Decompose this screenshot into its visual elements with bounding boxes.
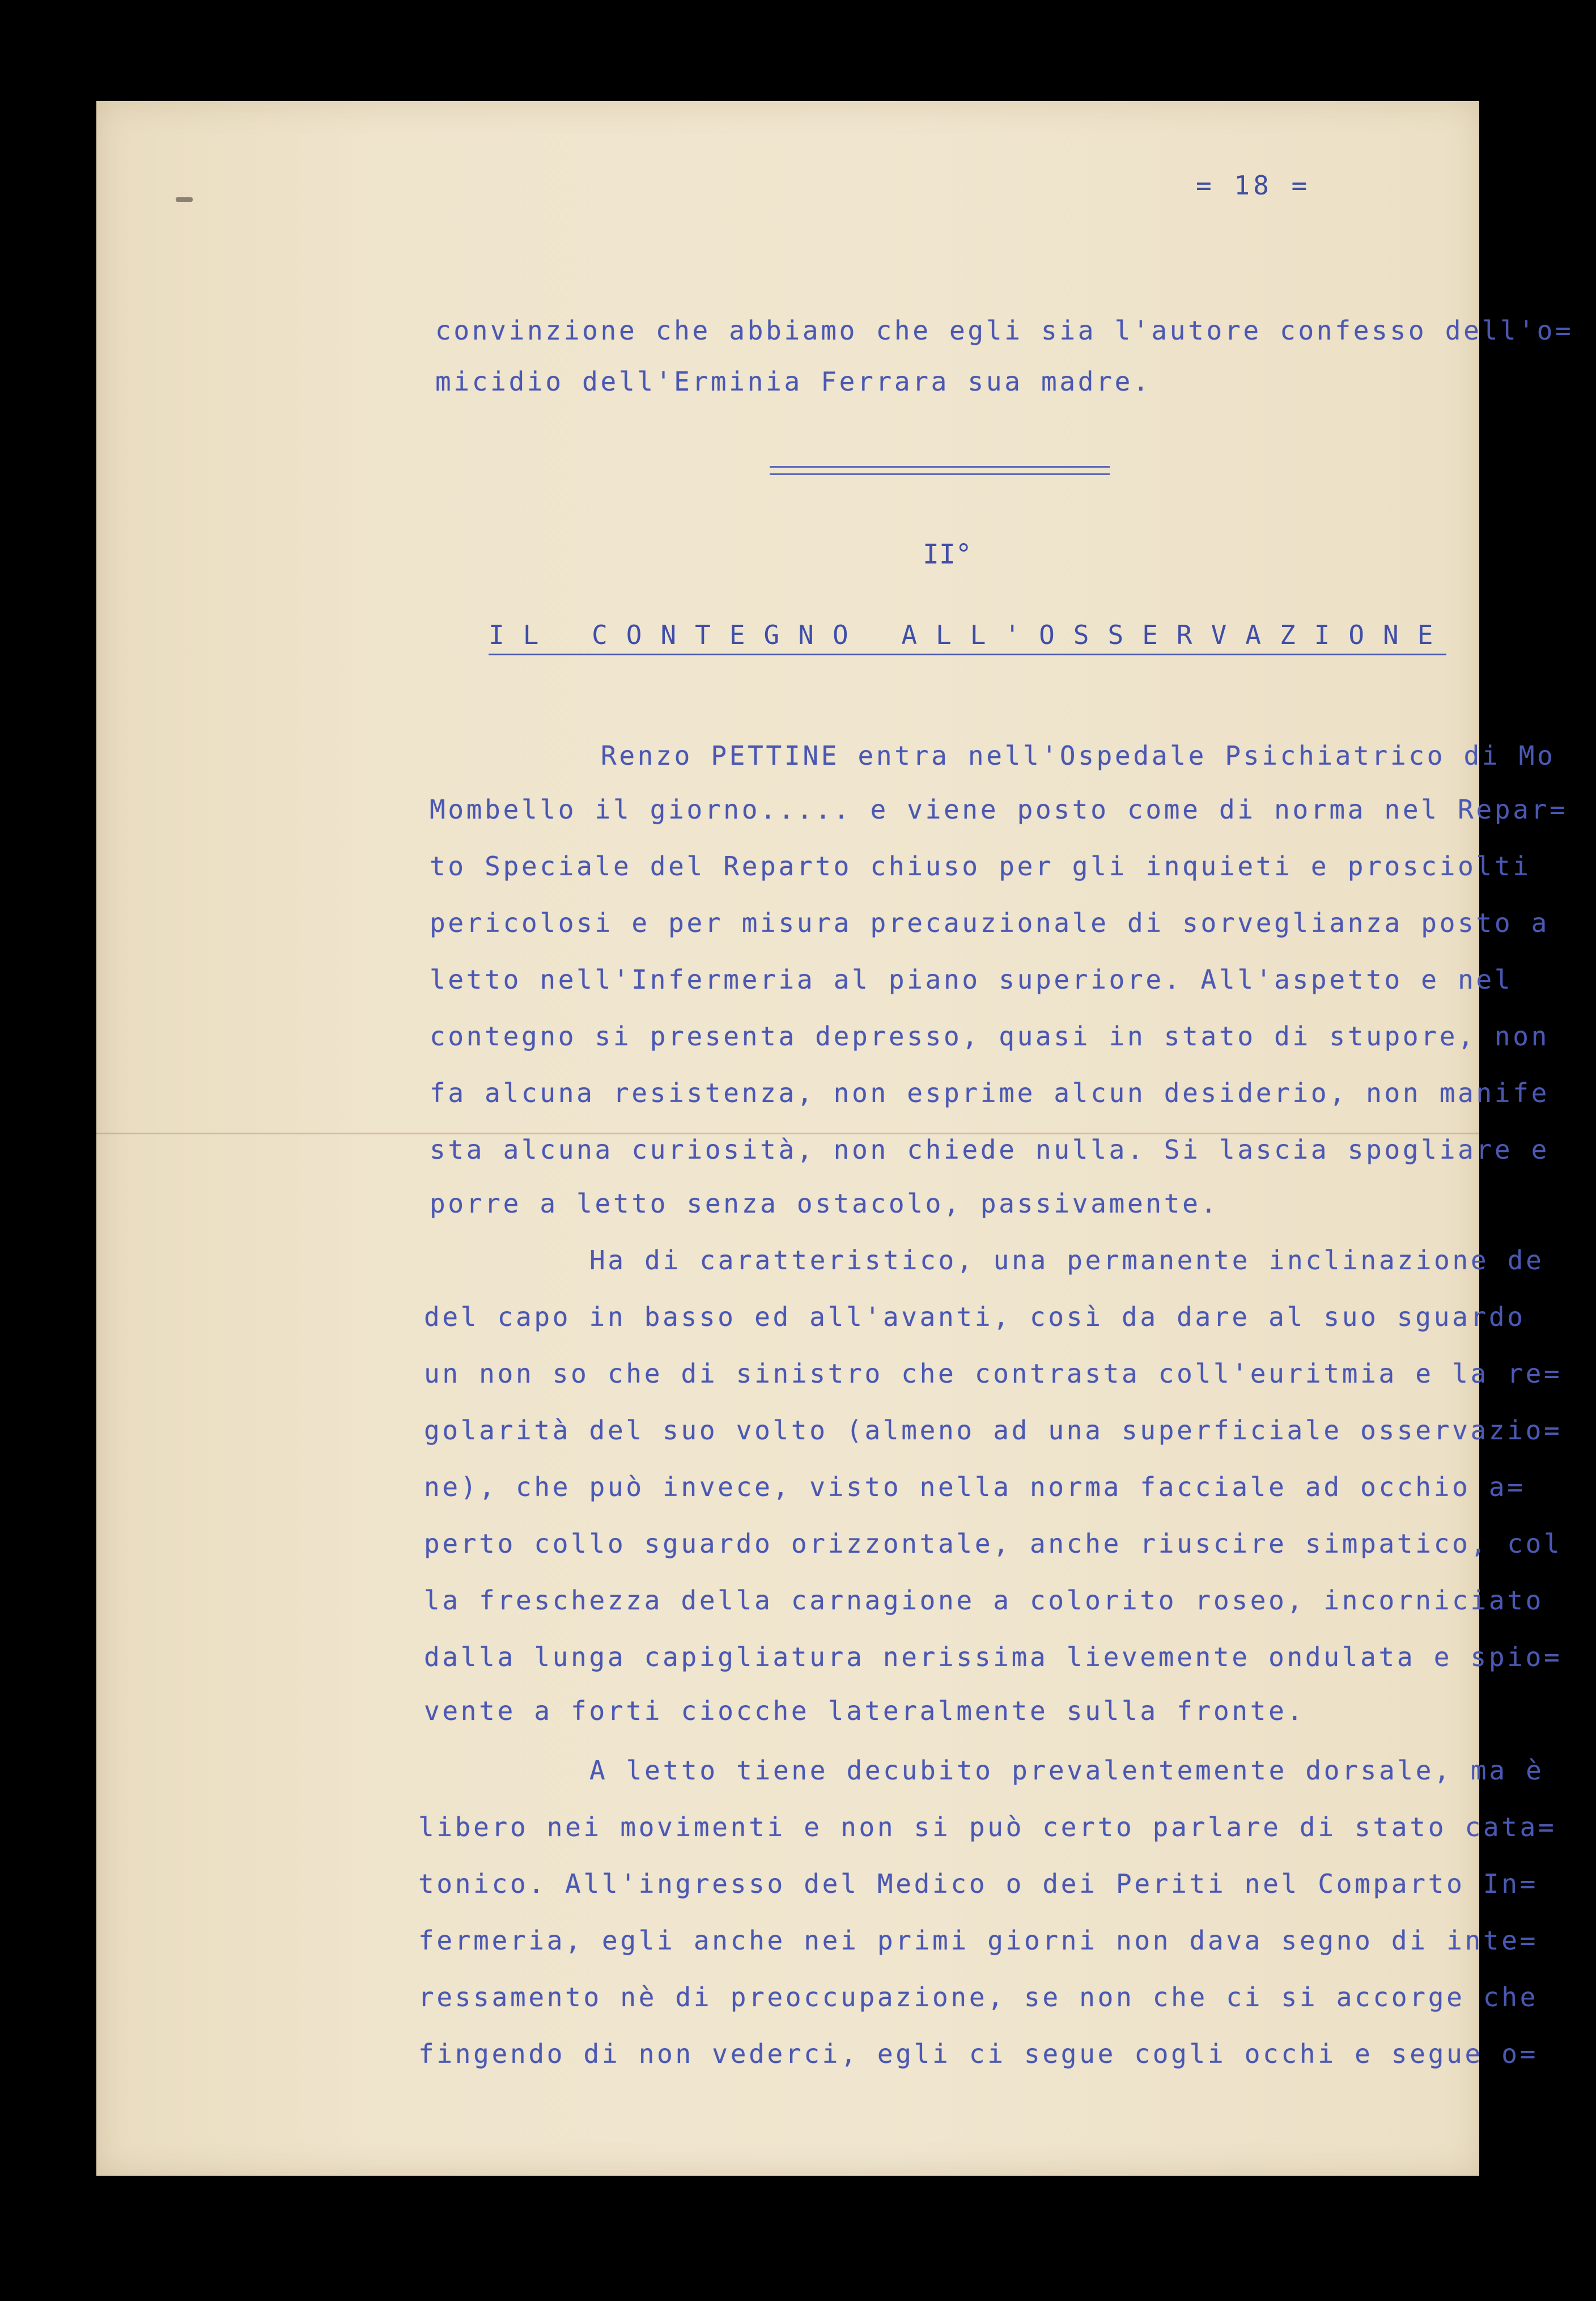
body-line: perto collo sguardo orizzontale, anche riuscire simpatico, col	[424, 1528, 1563, 1559]
body-line: Renzo PETTINE entra nell'Ospedale Psichiatrico di Mo	[601, 740, 1556, 771]
body-line: Mombello il giorno..... e viene posto come di norma nel Repar=	[430, 794, 1568, 825]
body-line: la freschezza della carnagione a colorito roseo, incorniciato	[424, 1585, 1544, 1616]
body-line: A letto tiene decubito prevalentemente dorsale, ma è	[589, 1755, 1544, 1786]
body-line: del capo in basso ed all'avanti, così da dare al suo sguardo	[424, 1302, 1526, 1332]
body-line: golarità del suo volto (almeno ad una superficiale osservazio=	[424, 1415, 1563, 1446]
body-line: fermeria, egli anche nei primi giorni non dava segno di inte=	[418, 1925, 1539, 1956]
page-number: = 18 =	[1196, 170, 1311, 201]
body-line: libero nei movimenti e non si può certo parlare di stato cata=	[418, 1812, 1557, 1842]
body-line: to Speciale del Reparto chiuso per gli inquieti e prosciolti	[430, 851, 1531, 882]
body-line: ressamento nè di preoccupazione, se non che ci si accorge che	[418, 1982, 1539, 2012]
section-title: IL CONTEGNO ALL'OSSERVAZIONE	[489, 620, 1446, 655]
section-number: II°	[923, 539, 972, 570]
body-line: porre a letto senza ostacolo, passivamente.	[430, 1188, 1219, 1219]
body-line: Ha di caratteristico, una permanente inclinazione de	[589, 1245, 1544, 1275]
body-line: convinzione che abbiamo che egli sia l'autore confesso dell'o=	[435, 315, 1574, 346]
body-line: fingendo di non vederci, egli ci segue cogli occhi e segue o=	[418, 2039, 1539, 2069]
body-line: dalla lunga capigliatura nerissima lievemente ondulata e spio=	[424, 1642, 1563, 1672]
body-line: ne), che può invece, visto nella norma facciale ad occhio a=	[424, 1472, 1526, 1502]
body-line: fa alcuna resistenza, non esprime alcun desiderio, non manife	[430, 1078, 1550, 1108]
body-line: contegno si presenta depresso, quasi in stato di stupore, non	[430, 1021, 1550, 1052]
body-line: tonico. All'ingresso del Medico o dei Periti nel Comparto In=	[418, 1868, 1539, 1899]
body-line: vente a forti ciocche lateralmente sulla fronte.	[424, 1696, 1305, 1726]
section-rule	[770, 466, 1110, 475]
body-line: pericolosi e per misura precauzionale di sorveglianza posto a	[430, 908, 1550, 938]
margin-mark	[176, 197, 193, 202]
body-line: sta alcuna curiosità, non chiede nulla. Si lascia spogliare e	[430, 1134, 1550, 1165]
body-line: micidio dell'Erminia Ferrara sua madre.	[435, 366, 1152, 397]
body-line: letto nell'Infermeria al piano superiore. All'aspetto e nel	[430, 964, 1513, 995]
body-line: un non so che di sinistro che contrasta coll'euritmia e la re=	[424, 1358, 1563, 1389]
